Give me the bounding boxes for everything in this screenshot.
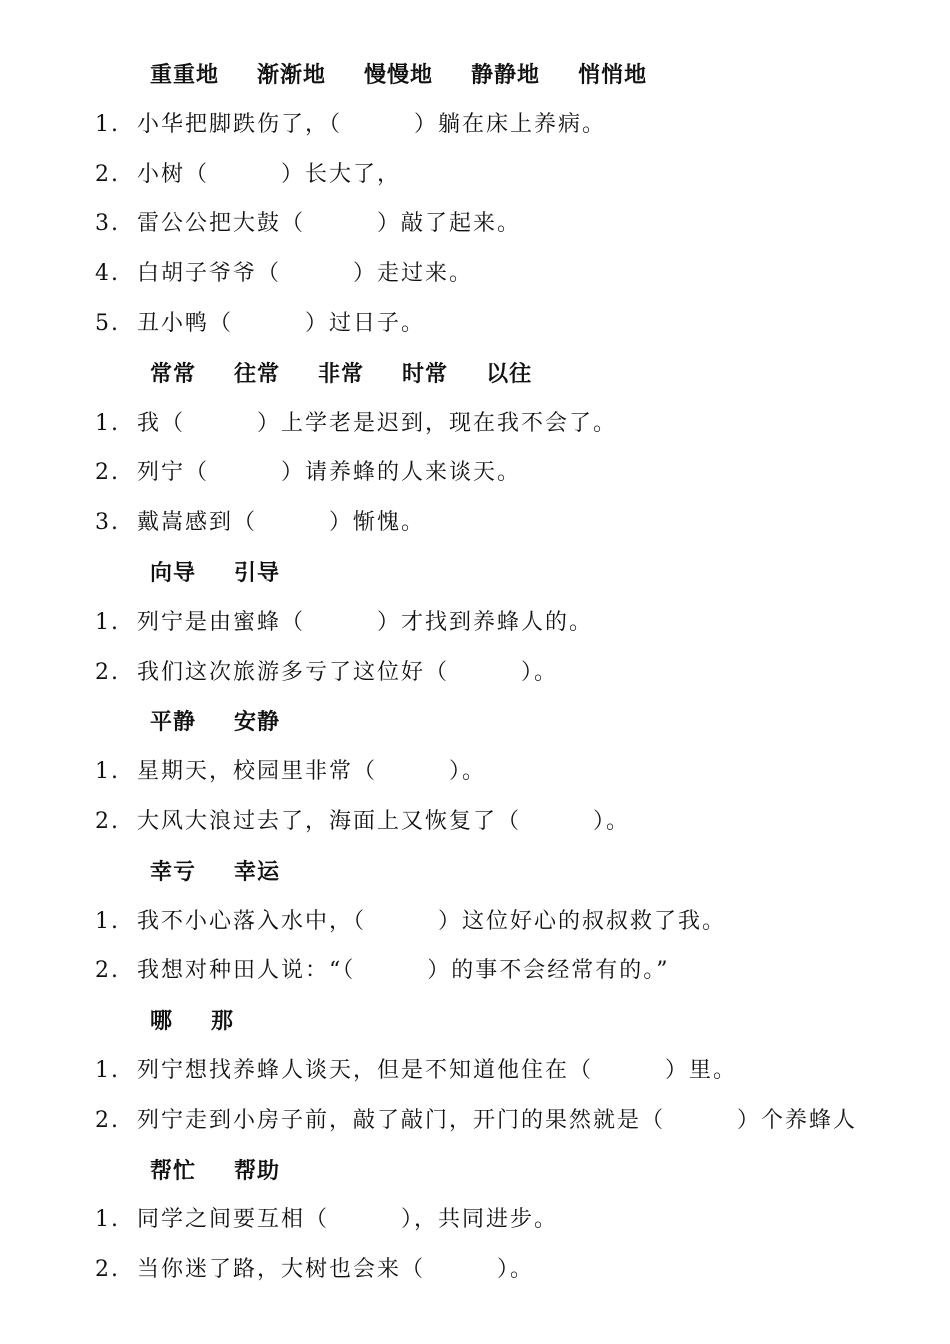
word-choice: 幸亏 xyxy=(150,858,197,885)
exercise-text: 戴嵩感到（ ）惭愧。 xyxy=(137,510,426,536)
exercise-text: 星期天，校园里非常（ ）。 xyxy=(137,759,487,785)
word-choice-row xyxy=(150,55,685,95)
exercise-text: 列宁想找养蜂人谈天，但是不知道他住在（ ）里。 xyxy=(137,1058,738,1083)
exercise-line xyxy=(95,404,617,444)
exercise-line xyxy=(95,1101,857,1141)
exercise-line xyxy=(95,951,670,991)
exercise-text: 我（ ）上学老是迟到，现在我不会了。 xyxy=(137,410,618,436)
exercise-line xyxy=(95,254,473,294)
exercise-number: 1. xyxy=(95,111,120,137)
exercise-number: 2. xyxy=(95,1257,120,1283)
word-choice: 向导 xyxy=(150,560,197,586)
exercise-line xyxy=(95,653,558,693)
word-choice-row xyxy=(150,354,570,394)
exercise-line xyxy=(95,105,606,145)
exercise-line xyxy=(95,802,630,842)
word-choice-row xyxy=(150,1151,318,1191)
exercise-text: 丑小鸭（ ）过日子。 xyxy=(137,311,426,336)
word-choice: 平静 xyxy=(150,709,197,736)
word-choice: 哪 xyxy=(150,1008,174,1035)
exercise-text: 同学之间要互相（ ），共同进步。 xyxy=(137,1207,559,1233)
word-choice: 慢慢地 xyxy=(364,62,434,88)
exercise-text: 雷公公把大鼓（ ）敲了起来。 xyxy=(137,211,522,237)
exercise-number: 2. xyxy=(95,958,120,984)
word-choice: 幸运 xyxy=(234,858,281,885)
exercise-line xyxy=(95,453,521,493)
word-choice: 往常 xyxy=(234,360,281,387)
exercise-number: 4. xyxy=(95,261,120,287)
word-choice: 帮助 xyxy=(234,1157,281,1184)
exercise-line xyxy=(95,155,401,195)
exercise-text: 列宁（ ）请养蜂的人来谈天。 xyxy=(137,460,522,486)
word-choice-row xyxy=(150,553,318,593)
word-choice-row xyxy=(150,852,318,892)
exercise-number: 5. xyxy=(95,311,120,336)
word-choice: 时常 xyxy=(402,360,449,387)
word-choice: 安静 xyxy=(234,709,281,736)
exercise-text: 小华把脚跌伤了，（ ）躺在床上养病。 xyxy=(137,111,607,137)
exercise-number: 3. xyxy=(95,211,120,237)
exercise-text: 列宁走到小房子前，敲了敲门，开门的果然就是（ ）个养蜂人 xyxy=(137,1107,858,1133)
word-choice: 帮忙 xyxy=(150,1157,197,1184)
exercise-text: 我们这次旅游多亏了这位好（ ）。 xyxy=(137,659,559,685)
exercise-line xyxy=(95,204,521,244)
exercise-number: 1. xyxy=(95,1207,120,1233)
word-choice-row xyxy=(150,1001,272,1041)
exercise-text: 白胡子爷爷（ ）走过来。 xyxy=(137,261,474,287)
exercise-number: 1. xyxy=(95,1058,120,1083)
exercise-number: 2. xyxy=(95,659,120,685)
exercise-line xyxy=(95,503,425,543)
word-choice: 那 xyxy=(211,1008,235,1035)
word-choice: 引导 xyxy=(234,560,281,586)
word-choice: 渐渐地 xyxy=(257,62,327,88)
exercise-text: 我不小心落入水中，（ ）这位好心的叔叔救了我。 xyxy=(137,908,727,934)
exercise-number: 1. xyxy=(95,908,120,934)
exercise-number: 2. xyxy=(95,460,120,486)
word-choice: 非常 xyxy=(318,360,365,387)
exercise-number: 1. xyxy=(95,609,120,635)
exercise-line xyxy=(95,902,726,942)
exercise-number: 2. xyxy=(95,161,120,187)
exercise-text: 小树（ ）长大了， xyxy=(137,161,402,187)
exercise-number: 1. xyxy=(95,759,120,785)
exercise-number: 1. xyxy=(95,410,120,436)
exercise-line xyxy=(95,603,593,643)
exercise-text: 列宁是由蜜蜂（ ）才找到养蜂人的。 xyxy=(137,609,594,635)
word-choice: 重重地 xyxy=(150,62,220,88)
exercise-text: 我想对种田人说：“（ ）的事不会经常有的。” xyxy=(137,958,670,984)
exercise-number: 2. xyxy=(95,1107,120,1133)
exercise-text: 当你迷了路，大树也会来（ ）。 xyxy=(137,1257,535,1283)
word-choice: 常常 xyxy=(150,360,197,387)
exercise-line xyxy=(95,304,425,344)
exercise-number: 2. xyxy=(95,809,120,834)
exercise-line xyxy=(95,1250,534,1290)
word-choice: 以往 xyxy=(486,360,533,387)
word-choice-row xyxy=(150,702,318,742)
exercise-number: 3. xyxy=(95,510,120,536)
exercise-line xyxy=(95,1200,558,1240)
exercise-text: 大风大浪过去了，海面上又恢复了（ ）。 xyxy=(137,809,631,834)
word-choice: 静静地 xyxy=(471,62,541,88)
exercise-line xyxy=(95,1051,737,1091)
exercise-line xyxy=(95,752,486,792)
word-choice: 悄悄地 xyxy=(578,62,648,88)
